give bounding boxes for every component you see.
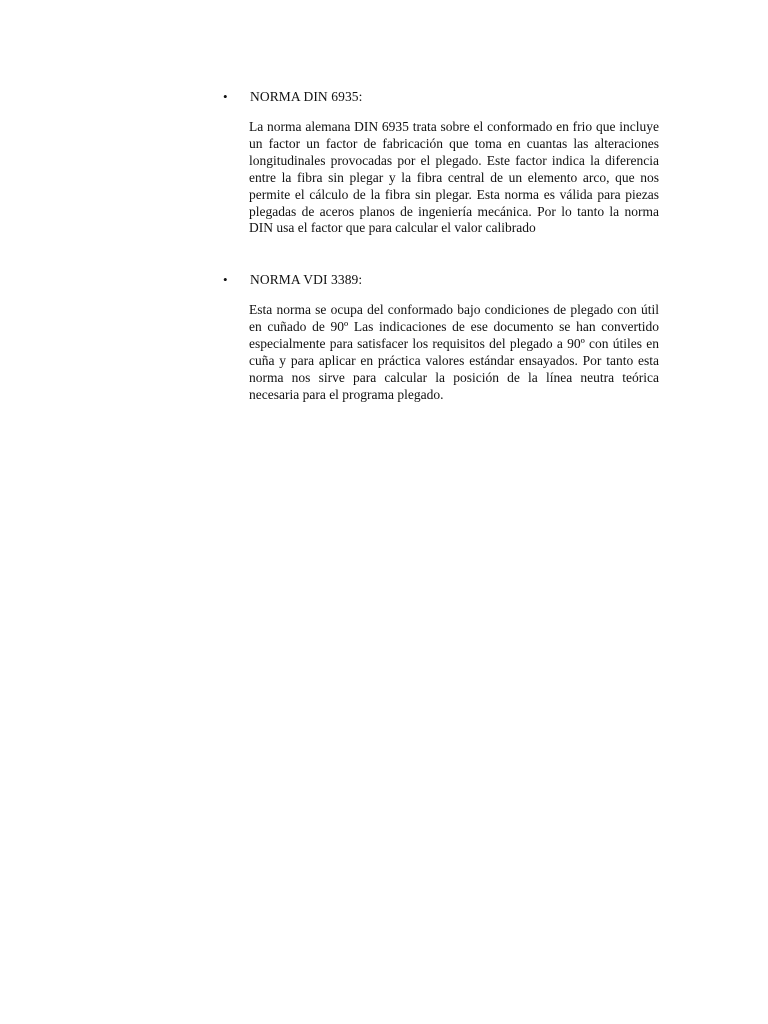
section-norma-din-6935 — [222, 88, 662, 251]
section-paragraph: Esta norma se ocupa del conformado bajo condiciones de plegado con útil en cuñado de 90º Las indicaciones de ese documento se han convertido especialmente para satisfacer los requisitos del plegado a 90º con útiles en cuña y para aplicar en práctica valores estándar ensayados. Por tanto esta norma nos sirve para calcular la posición de la línea neutra teórica necesaria para el programa plegado. — [249, 302, 659, 402]
section-paragraph: La norma alemana DIN 6935 trata sobre el conformado en frio que incluye un factor un factor de fabricación que toma en cuantas las alteraciones longitudinales provocadas por el plegado. Este factor indica la diferencia entre la fibra sin plegar y la fibra central de un elemento arco, que nos permite el cálculo de la fibra sin plegar. Esta norma es válida para piezas plegadas de aceros planos de ingeniería mecánica. Por lo tanto la norma DIN usa el factor que para calcular el valor calibrado — [249, 119, 659, 236]
section-heading — [222, 88, 662, 105]
bullet-icon: • — [223, 89, 228, 104]
heading-text: NORMA DIN 6935: — [250, 89, 363, 104]
bullet-icon: • — [223, 272, 228, 287]
section-norma-vdi-3389 — [222, 271, 662, 417]
section-heading — [222, 271, 662, 288]
heading-text: NORMA VDI 3389: — [250, 272, 363, 287]
